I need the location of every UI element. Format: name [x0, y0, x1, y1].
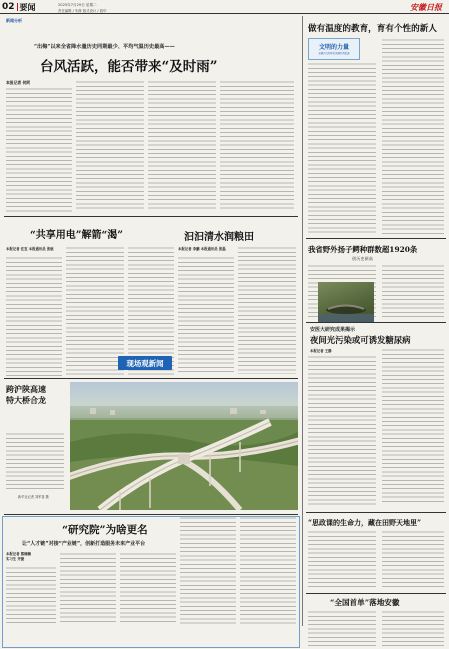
section-tag: 新闻分析	[6, 18, 22, 23]
institute-headline: “研究院”为啥更名	[62, 524, 148, 536]
grain-byline: 本报记者 李鹏 本报通讯员 张磊	[178, 247, 226, 251]
page-number: 02	[2, 2, 15, 12]
lead-body-col-3	[148, 80, 216, 212]
share-body-2	[66, 246, 124, 378]
grain-body-2	[238, 246, 296, 374]
bridge-photo	[70, 382, 298, 510]
institute-subheadline: 让“人才链”对接“产业链”，创新打造服务未来产业平台	[22, 541, 146, 547]
study-headline: 夜间光污染或可诱发糖尿病	[310, 335, 411, 345]
study-bottom-rule	[306, 512, 446, 513]
column-title: 做有温度的教育，育有个性的新人	[308, 24, 437, 34]
bird-photo	[318, 282, 374, 322]
editors-line: 责任编辑 / 朱修 版式设计 / 钱华	[58, 9, 107, 13]
lead-byline: 本报记者 何阿	[6, 80, 31, 85]
grain-body-1	[178, 256, 234, 374]
column-body-2	[382, 38, 444, 234]
onsite-news-stamp	[118, 356, 172, 370]
ideal-body-1	[308, 530, 376, 590]
date-line: 2025年7月29日 星期二	[58, 3, 97, 7]
onsite-news-label: 现场观新闻	[126, 358, 164, 368]
column-divider	[302, 16, 303, 626]
ideal-headline: “思政课的生命力，藏在田野天地里”	[308, 518, 422, 527]
study-body-1	[308, 355, 376, 505]
lead-bottom-rule	[4, 216, 298, 217]
grain-headline: 汩汩清水润粮田	[184, 232, 254, 243]
national-headline: “全国首单”落地安徽	[330, 598, 400, 607]
share-headline: “共享用电”解箭“渴”	[30, 230, 124, 241]
national-body-2	[382, 610, 444, 646]
institute-body-2	[60, 552, 116, 624]
bridge-caption	[6, 432, 64, 490]
alligator-photo-scene	[318, 282, 374, 322]
column-bottom-rule	[306, 238, 446, 239]
bridge-photo-scene	[70, 382, 298, 510]
bridge-bottom-rule	[4, 514, 298, 515]
institute-body-1	[6, 566, 56, 624]
institute-body-3	[120, 552, 176, 624]
masthead	[0, 0, 449, 14]
bird-body-2	[382, 264, 444, 318]
lead-kicker: “出梅”以来全省降水量历史同期最少、平均气温历史最高——	[34, 44, 175, 50]
share-body-1	[6, 256, 62, 376]
institute-body-4	[180, 516, 236, 624]
study-byline: 本报记者 王静	[310, 349, 332, 353]
study-body-2	[382, 348, 444, 505]
column-badge-sub: 安徽省文明单位创建系列报道	[318, 52, 350, 55]
ideal-body-2	[382, 530, 444, 590]
institute-body-5	[240, 516, 296, 624]
page-number-block	[2, 2, 48, 12]
bridge-headline: 跨沪陕高速 特大桥合龙	[6, 384, 46, 405]
column-badge	[308, 38, 360, 60]
share-bottom-rule	[4, 378, 298, 379]
masthead-rule	[0, 13, 449, 14]
section-name: 要闻	[19, 2, 36, 12]
column-body-1	[308, 62, 376, 234]
lead-headline: 台风活跃，能否带来“及时雨”	[40, 59, 218, 75]
lead-body-col-2	[76, 80, 144, 212]
share-byline: 本报记者 任宣 本报通讯员 张航	[6, 247, 54, 251]
ideal-bottom-rule	[306, 593, 446, 594]
bird-subheadline: 创历史新高	[352, 256, 373, 261]
bird-bottom-rule	[306, 322, 446, 323]
institute-byline: 本报记者 熊楠楠 实习生 齐捷	[6, 552, 31, 561]
national-body-1	[308, 610, 376, 646]
bridge-credit: 新华社记者 刘军喜 摄	[18, 495, 49, 499]
lead-body-col-1	[6, 87, 72, 212]
bird-headline: 我省野外扬子鳄种群数超1920条	[308, 245, 418, 254]
column-badge-title: 文明的力量	[318, 44, 349, 51]
study-kicker: 安医大研究成果揭示	[310, 327, 356, 333]
lead-body-col-4	[220, 80, 294, 212]
newspaper-logo: 安徽日报	[410, 2, 442, 12]
